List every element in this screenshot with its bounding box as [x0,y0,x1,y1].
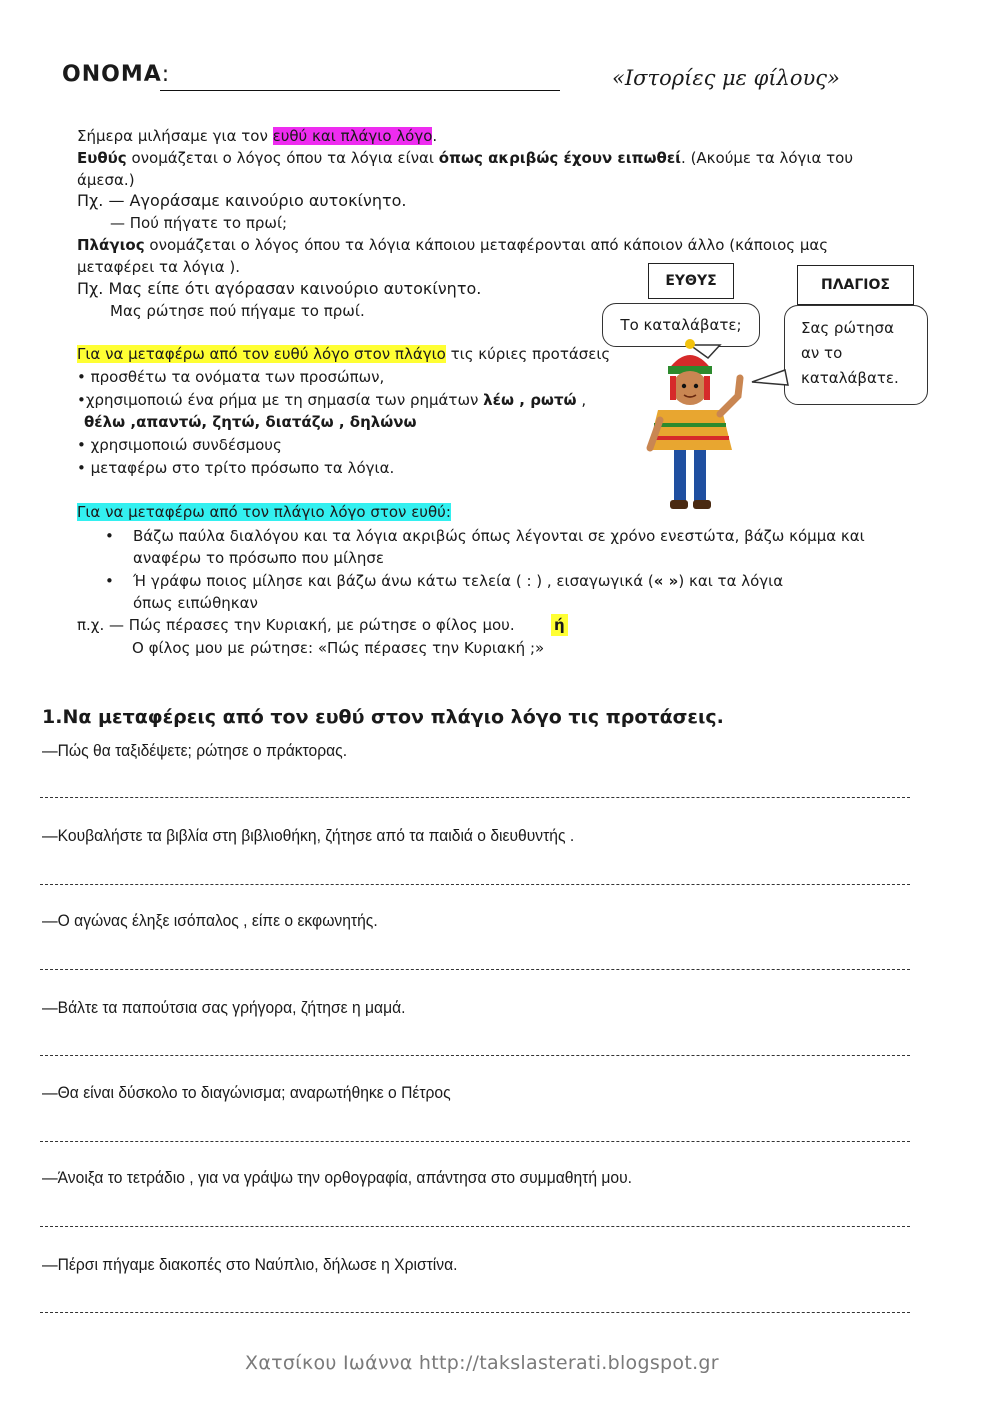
example-line-2: Ο φίλος μου με ρώτησε: «Πώς πέρασες την Κυριακή ;» [132,639,545,657]
exercise-sentence-1: —Πώς θα ταξιδέψετε; ρώτησε ο πράκτορας. [42,741,348,760]
label-direct: ΕΥΘΥΣ [648,263,734,299]
answer-line-3[interactable] [40,969,910,970]
rule-c1-line-a: Βάζω παύλα διαλόγου και τα λόγια ακριβώς όπως λέγονται σε χρόνο ενεστώτα, βάζω κόμμα και [133,527,865,545]
answer-line-2[interactable] [40,884,910,885]
character-illustration [580,330,940,530]
answer-line-6[interactable] [40,1226,910,1227]
worksheet-title: «Ιστορίες με φίλους» [612,66,840,90]
face [672,371,708,405]
speech-bubble-indirect: Σας ρώτησα αν το καταλάβατε. [784,305,928,405]
speech-bubble-direct: Το καταλάβατε; [602,303,760,347]
rule-bullet-3: • χρησιμοποιώ συνδέσμους [77,436,282,454]
rule-bullet-2: •χρησιμοποιώ ένα ρήμα με τη σημασία των ρημάτων λέω , ρωτώ , [77,391,587,409]
rule-bullet-1: • προσθέτω τα ονόματα των προσώπων, [77,368,385,386]
example-or: ή [551,614,568,636]
exercise-sentence-3: —Ο αγώνας έληξε ισόπαλος , είπε ο εκφωνητής. [42,911,378,930]
exercise-sentence-4: —Βάλτε τα παπούτσια σας γρήγορα, ζήτησε η μαμά. [42,998,406,1017]
direct-definition-cont: άμεσα.) [77,171,135,189]
indirect-definition-cont: μεταφέρει τα λόγια ). [77,258,241,276]
answer-line-1[interactable] [40,797,910,798]
answer-line-4[interactable] [40,1055,910,1056]
direct-example-2: — Πού πήγατε το πρωί; [110,214,288,232]
exercise-sentence-6: —Άνοιξα το τετράδιο , για να γράψω την ορθογραφία, απάντησα στο συμμαθητή μου. [42,1168,632,1187]
legs [674,450,686,502]
exercise-title: 1.Να μεταφέρεις από τον ευθύ στον πλάγιο λόγο τις προτάσεις. [42,706,724,728]
example-line-1: π.χ. — Πώς πέρασες την Κυριακή, με ρώτησε ο φίλος μου. [77,616,515,634]
rule-direct-to-indirect: Για να μεταφέρω από τον ευθύ λόγο στον πλάγιο τις κύριες προτάσεις [77,345,611,363]
rule-indirect-to-direct: Για να μεταφέρω από τον πλάγιο λόγο στον ευθύ: [77,503,451,521]
indirect-example-2: Μας ρώτησε πού πήγαμε το πρωί. [110,302,365,320]
answer-line-5[interactable] [40,1141,910,1142]
theory-line-1: Σήμερα μιλήσαμε για τον ευθύ και πλάγιο λόγο. [77,127,438,145]
rule-c1-line-b: αναφέρω το πρόσωπο που μίλησε [133,549,385,567]
rule-c2-line-b: όπως ειπώθηκαν [133,594,258,612]
indirect-example-1: Πχ. Μας είπε ότι αγόρασαν καινούριο αυτοκίνητο. [77,279,482,298]
rule-bullet-2-verbs: θέλω ,απαντώ, ζητώ, διατάζω , δηλώνω [84,413,417,431]
answer-line-7[interactable] [40,1312,910,1313]
indirect-definition: Πλάγιος ονομάζεται ο λόγος όπου τα λόγια κάποιου μεταφέρονται από κάποιον άλλο (κάποιος μας [77,236,829,254]
exercise-sentence-5: —Θα είναι δύσκολο το διαγώνισμα; αναρωτήθηκε ο Πέτρος [42,1083,451,1102]
exercise-sentence-7: —Πέρσι πήγαμε διακοπές στο Ναύπλιο, δήλωσε η Χριστίνα. [42,1255,458,1274]
exercise-sentence-2: —Κουβαλήστε τα βιβλία στη βιβλιοθήκη, ζήτησε από τα παιδιά ο διευθυντής . [42,826,575,845]
rule-bullet-dot-1: • [105,527,114,545]
footer-credit: Χατσίκου Ιωάννα http://takslasterati.blogspot.gr [245,1352,719,1374]
direct-example-1: Πχ. — Αγοράσαμε καινούριο αυτοκίνητο. [77,191,407,210]
name-input-line[interactable] [160,90,560,91]
name-label: ΟΝΟΜΑ: [62,62,171,87]
rule-bullet-dot-2: • [105,572,114,590]
direct-definition: Ευθύς ονομάζεται ο λόγος όπου τα λόγια είναι όπως ακριβώς έχουν ειπωθεί. (Ακούμε τα λόγια του [77,149,854,167]
label-indirect: ΠΛΑΓΙΟΣ [797,265,914,305]
rule-bullet-4: • μεταφέρω στο τρίτο πρόσωπο τα λόγια. [77,459,395,477]
bubble-tail-indirect [752,370,788,385]
rule-c2-line-a: Ή γράφω ποιος μίλησε και βάζω άνω κάτω τελεία ( : ) , εισαγωγικά (« ») και τα λόγια [133,572,784,590]
